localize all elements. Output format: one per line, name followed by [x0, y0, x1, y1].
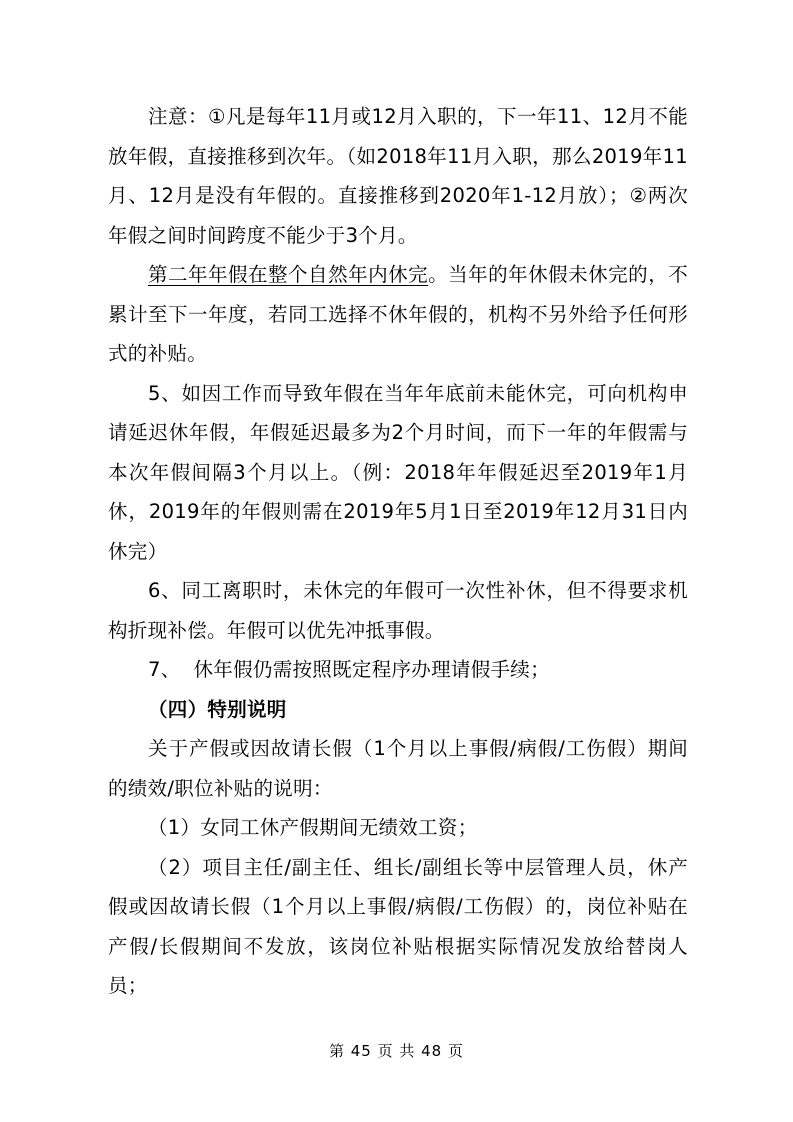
- page-number-footer: 第 45 页 共 48 页: [328, 1042, 464, 1060]
- underlined-phrase: 第二年年假在整个自然年内休完: [148, 263, 429, 286]
- item-1-paragraph: （1）女同工休产假期间无绩效工资；: [148, 816, 478, 839]
- item-6-paragraph: 6、同工离职时，未休完的年假可一次性补休，但不得要求机构折现补偿。年假可以优先冲抵事假。: [108, 579, 688, 642]
- second-year-leave-paragraph: [108, 255, 688, 374]
- paragraph-continuation: 。当年的年休假未休完的，不累计至下一年度，若同工选择不休年假的，机构不另外给予任何形式的补贴。: [108, 263, 688, 365]
- special-note-paragraph: 关于产假或因故请长假（1个月以上事假/病假/工伤假）期间的绩效/职位补贴的说明：: [108, 737, 688, 800]
- item-7-paragraph: 7、 休年假仍需按照既定程序办理请假手续；: [148, 658, 550, 681]
- item-5-paragraph: 5、如因工作而导致年假在当年年底前未能休完，可向机构申请延迟休年假，年假延迟最多为2个月时间，而下一年的年假需与本次年假间隔3个月以上。（例：2018年年假延迟至2019年1月休，2019年的年假则需在2019年5月1日至2019年12月31日内休完）: [108, 381, 688, 563]
- section-heading: （四）特别说明: [148, 697, 287, 721]
- document-body: [108, 97, 688, 1006]
- note-paragraph: 注意：①凡是每年11月或12月入职的，下一年11、12月不能放年假，直接推移到次年。（如2018年11月入职，那么2019年11月、12月是没有年假的。直接推移到2020年1-12月放）；②两次年假之间时间跨度不能少于3个月。: [108, 105, 688, 247]
- item-2-paragraph: （2）项目主任/副主任、组长/副组长等中层管理人员，休产假或因故请长假（1个月以上事假/病假/工伤假）的，岗位补贴在产假/长假期间不发放，该岗位补贴根据实际情况发放给替岗人员；: [108, 855, 688, 997]
